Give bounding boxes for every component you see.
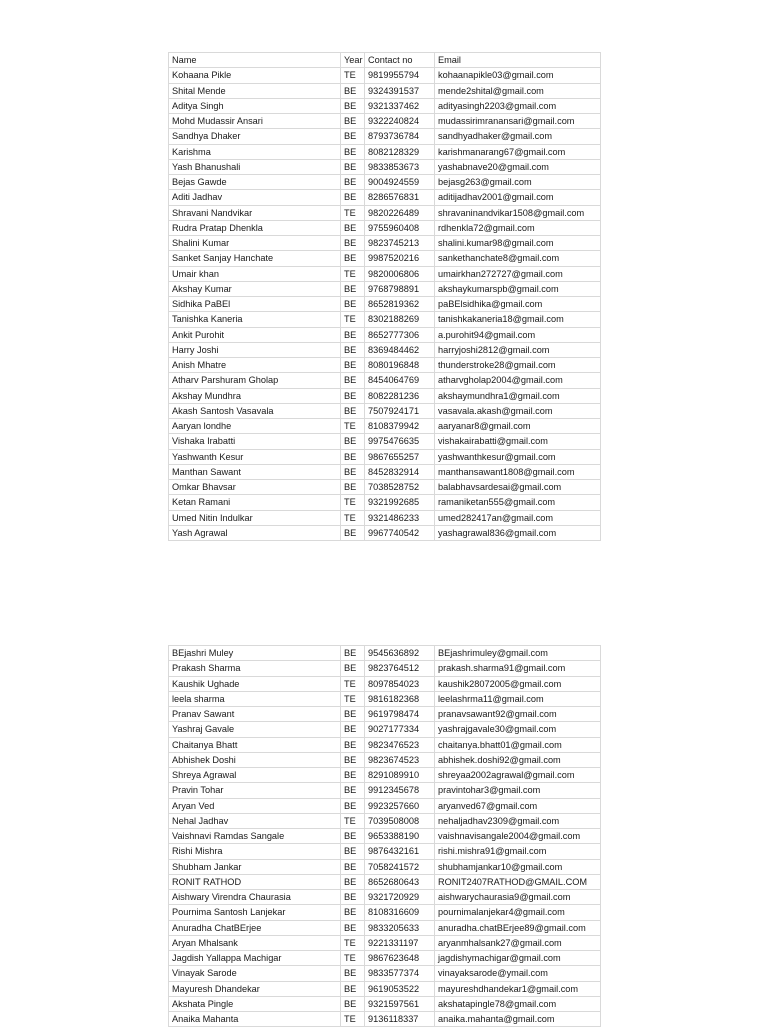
year-cell: BE — [341, 83, 365, 98]
email-cell: aditijadhav2001@gmail.com — [435, 190, 601, 205]
email-cell: yashwanthkesur@gmail.com — [435, 449, 601, 464]
table-row — [169, 935, 601, 950]
year-cell: TE — [341, 266, 365, 281]
email-cell: kohaanapikle03@gmail.com — [435, 68, 601, 83]
email-cell: pravintohar3@gmail.com — [435, 783, 601, 798]
email-cell: sankethanchate8@gmail.com — [435, 251, 601, 266]
contact-cell: 8452832914 — [365, 464, 435, 479]
year-cell: TE — [341, 1012, 365, 1027]
email-cell: prakash.sharma91@gmail.com — [435, 661, 601, 676]
contact-cell: 8369484462 — [365, 342, 435, 357]
year-cell: BE — [341, 251, 365, 266]
contact-cell: 9321720929 — [365, 890, 435, 905]
student-contact-table-1 — [168, 52, 601, 541]
table-row — [169, 905, 601, 920]
contact-cell: 9823476523 — [365, 737, 435, 752]
email-cell: adityasingh2203@gmail.com — [435, 98, 601, 113]
contact-cell: 9221331197 — [365, 935, 435, 950]
contact-cell: 9027177334 — [365, 722, 435, 737]
contact-cell: 9136118337 — [365, 1012, 435, 1027]
name-cell: leela sharma — [169, 691, 341, 706]
year-cell: BE — [341, 981, 365, 996]
name-cell: Nehal Jadhav — [169, 813, 341, 828]
name-cell: Ketan Ramani — [169, 495, 341, 510]
email-cell: shubhamjankar10@gmail.com — [435, 859, 601, 874]
table-row — [169, 373, 601, 388]
year-cell: TE — [341, 951, 365, 966]
name-cell: Tanishka Kaneria — [169, 312, 341, 327]
name-cell: Bejas Gawde — [169, 175, 341, 190]
contact-cell: 9820226489 — [365, 205, 435, 220]
contact-cell: 9322240824 — [365, 114, 435, 129]
table-row — [169, 342, 601, 357]
year-cell: TE — [341, 813, 365, 828]
table-1-body — [169, 53, 601, 541]
year-cell: BE — [341, 996, 365, 1011]
table-2-body — [169, 646, 601, 1027]
contact-cell: 9923257660 — [365, 798, 435, 813]
table-row — [169, 312, 601, 327]
header-contact-cell: Contact no — [365, 53, 435, 68]
year-cell: BE — [341, 220, 365, 235]
year-cell: TE — [341, 419, 365, 434]
contact-cell: 9619798474 — [365, 707, 435, 722]
table-row — [169, 691, 601, 706]
table-row — [169, 981, 601, 996]
contact-cell: 8652680643 — [365, 874, 435, 889]
table-row — [169, 495, 601, 510]
contact-cell: 9912345678 — [365, 783, 435, 798]
table-row — [169, 798, 601, 813]
contact-cell: 8793736784 — [365, 129, 435, 144]
email-cell: mayureshdhandekar1@gmail.com — [435, 981, 601, 996]
name-cell: Ankit Purohit — [169, 327, 341, 342]
table-row — [169, 236, 601, 251]
email-cell: vishakairabatti@gmail.com — [435, 434, 601, 449]
contact-cell: 9755960408 — [365, 220, 435, 235]
name-cell: Kohaana Pikle — [169, 68, 341, 83]
year-cell: BE — [341, 98, 365, 113]
name-cell: Aryan Mhalsank — [169, 935, 341, 950]
contact-cell: 7038528752 — [365, 480, 435, 495]
name-cell: Vaishnavi Ramdas Sangale — [169, 829, 341, 844]
name-cell: Prakash Sharma — [169, 661, 341, 676]
table-row — [169, 205, 601, 220]
name-cell: Anish Mhatre — [169, 358, 341, 373]
email-cell: anuradha.chatBErjee89@gmail.com — [435, 920, 601, 935]
table-row — [169, 114, 601, 129]
table-row — [169, 996, 601, 1011]
contact-cell: 9975476635 — [365, 434, 435, 449]
name-cell: Shalini Kumar — [169, 236, 341, 251]
contact-cell: 9820006806 — [365, 266, 435, 281]
year-cell: BE — [341, 844, 365, 859]
name-cell: Akshata Pingle — [169, 996, 341, 1011]
contact-cell: 7507924171 — [365, 403, 435, 418]
name-cell: Umair khan — [169, 266, 341, 281]
table-row — [169, 510, 601, 525]
header-year-cell: Year — [341, 53, 365, 68]
email-cell: jagdishymachigar@gmail.com — [435, 951, 601, 966]
year-cell: BE — [341, 327, 365, 342]
email-cell: abhishek.doshi92@gmail.com — [435, 752, 601, 767]
table-row — [169, 388, 601, 403]
email-cell: yashrajgavale30@gmail.com — [435, 722, 601, 737]
table-row — [169, 737, 601, 752]
contact-cell: 7058241572 — [365, 859, 435, 874]
table-row — [169, 190, 601, 205]
contact-cell: 8286576831 — [365, 190, 435, 205]
year-cell: BE — [341, 525, 365, 540]
year-cell: BE — [341, 342, 365, 357]
contact-cell: 8454064769 — [365, 373, 435, 388]
contact-cell: 9321597561 — [365, 996, 435, 1011]
contact-cell: 8302188269 — [365, 312, 435, 327]
contact-cell: 9321337462 — [365, 98, 435, 113]
year-cell: BE — [341, 798, 365, 813]
year-cell: BE — [341, 281, 365, 296]
name-cell: Akshay Mundhra — [169, 388, 341, 403]
table-row — [169, 144, 601, 159]
year-cell: TE — [341, 495, 365, 510]
email-cell: vaishnavisangale2004@gmail.com — [435, 829, 601, 844]
contact-cell: 9823674523 — [365, 752, 435, 767]
year-cell: TE — [341, 691, 365, 706]
contact-cell: 7039508008 — [365, 813, 435, 828]
year-cell: BE — [341, 114, 365, 129]
table-row — [169, 676, 601, 691]
email-cell: akshatapingle78@gmail.com — [435, 996, 601, 1011]
contact-cell: 9819955794 — [365, 68, 435, 83]
contact-cell: 9619053522 — [365, 981, 435, 996]
email-cell: akshaymundhra1@gmail.com — [435, 388, 601, 403]
year-cell: BE — [341, 236, 365, 251]
table-row — [169, 281, 601, 296]
contact-cell: 9653388190 — [365, 829, 435, 844]
table-row — [169, 403, 601, 418]
email-cell: shravaninandvikar1508@gmail.com — [435, 205, 601, 220]
contact-cell: 8108379942 — [365, 419, 435, 434]
student-contact-table-2 — [168, 645, 601, 1027]
contact-cell: 9876432161 — [365, 844, 435, 859]
year-cell: BE — [341, 707, 365, 722]
table-row — [169, 829, 601, 844]
year-cell: BE — [341, 920, 365, 935]
email-cell: anaika.mahanta@gmail.com — [435, 1012, 601, 1027]
table-row — [169, 358, 601, 373]
contact-cell: 8652819362 — [365, 297, 435, 312]
table-row — [169, 434, 601, 449]
email-cell: BEjashrimuley@gmail.com — [435, 646, 601, 661]
table-row — [169, 752, 601, 767]
table-row — [169, 813, 601, 828]
name-cell: Shreya Agrawal — [169, 768, 341, 783]
table-row — [169, 874, 601, 889]
email-cell: vasavala.akash@gmail.com — [435, 403, 601, 418]
table-row — [169, 220, 601, 235]
name-cell: Aaryan londhe — [169, 419, 341, 434]
table-row — [169, 266, 601, 281]
name-cell: Aryan Ved — [169, 798, 341, 813]
name-cell: Chaitanya Bhatt — [169, 737, 341, 752]
table-row — [169, 646, 601, 661]
email-cell: chaitanya.bhatt01@gmail.com — [435, 737, 601, 752]
contact-cell: 9833853673 — [365, 159, 435, 174]
year-cell: BE — [341, 358, 365, 373]
table-row — [169, 327, 601, 342]
year-cell: TE — [341, 935, 365, 950]
name-cell: Atharv Parshuram Gholap — [169, 373, 341, 388]
year-cell: BE — [341, 752, 365, 767]
year-cell: BE — [341, 403, 365, 418]
year-cell: BE — [341, 434, 365, 449]
name-cell: Omkar Bhavsar — [169, 480, 341, 495]
email-cell: umed282417an@gmail.com — [435, 510, 601, 525]
contact-cell: 8082128329 — [365, 144, 435, 159]
year-cell: BE — [341, 966, 365, 981]
email-cell: RONIT2407RATHOD@GMAIL.COM — [435, 874, 601, 889]
year-cell: BE — [341, 722, 365, 737]
table-row — [169, 83, 601, 98]
table-row — [169, 419, 601, 434]
table-row — [169, 480, 601, 495]
table-row — [169, 159, 601, 174]
name-cell: Yash Agrawal — [169, 525, 341, 540]
year-cell: TE — [341, 676, 365, 691]
table-row — [169, 966, 601, 981]
table-row — [169, 297, 601, 312]
email-cell: rdhenkla72@gmail.com — [435, 220, 601, 235]
table-row — [169, 525, 601, 540]
name-cell: Anuradha ChatBErjee — [169, 920, 341, 935]
name-cell: Harry Joshi — [169, 342, 341, 357]
name-cell: Pranav Sawant — [169, 707, 341, 722]
year-cell: TE — [341, 312, 365, 327]
name-cell: Shubham Jankar — [169, 859, 341, 874]
contact-cell: 9823745213 — [365, 236, 435, 251]
contact-cell: 9867655257 — [365, 449, 435, 464]
email-cell: aryanved67@gmail.com — [435, 798, 601, 813]
email-cell: yashagrawal836@gmail.com — [435, 525, 601, 540]
contact-cell: 8097854023 — [365, 676, 435, 691]
year-cell: BE — [341, 905, 365, 920]
year-cell: BE — [341, 480, 365, 495]
table-row — [169, 859, 601, 874]
email-cell: umairkhan272727@gmail.com — [435, 266, 601, 281]
contact-cell: 8080196848 — [365, 358, 435, 373]
email-cell: rishi.mishra91@gmail.com — [435, 844, 601, 859]
email-cell: leelashrma11@gmail.com — [435, 691, 601, 706]
contact-cell: 9816182368 — [365, 691, 435, 706]
name-cell: Aditi Jadhav — [169, 190, 341, 205]
contact-cell: 8082281236 — [365, 388, 435, 403]
table-row — [169, 920, 601, 935]
name-cell: Pravin Tohar — [169, 783, 341, 798]
name-cell: Sanket Sanjay Hanchate — [169, 251, 341, 266]
table-row — [169, 129, 601, 144]
year-cell: BE — [341, 175, 365, 190]
name-cell: Mayuresh Dhandekar — [169, 981, 341, 996]
table-row — [169, 464, 601, 479]
name-cell: Karishma — [169, 144, 341, 159]
name-cell: Yashraj Gavale — [169, 722, 341, 737]
email-cell: kaushik28072005@gmail.com — [435, 676, 601, 691]
contact-cell: 9321992685 — [365, 495, 435, 510]
table-row — [169, 890, 601, 905]
name-cell: Mohd Mudassir Ansari — [169, 114, 341, 129]
contact-cell: 9867623648 — [365, 951, 435, 966]
table-row — [169, 449, 601, 464]
name-cell: Jagdish Yallappa Machigar — [169, 951, 341, 966]
email-cell: tanishkakaneria18@gmail.com — [435, 312, 601, 327]
contact-cell: 9823764512 — [365, 661, 435, 676]
table-row — [169, 98, 601, 113]
name-cell: Yashwanth Kesur — [169, 449, 341, 464]
year-cell: BE — [341, 737, 365, 752]
email-cell: atharvgholap2004@gmail.com — [435, 373, 601, 388]
email-cell: nehaljadhav2309@gmail.com — [435, 813, 601, 828]
name-cell: RONIT RATHOD — [169, 874, 341, 889]
contact-cell: 9321486233 — [365, 510, 435, 525]
email-cell: aishwarychaurasia9@gmail.com — [435, 890, 601, 905]
email-cell: pournimalanjekar4@gmail.com — [435, 905, 601, 920]
year-cell: BE — [341, 449, 365, 464]
email-cell: shalini.kumar98@gmail.com — [435, 236, 601, 251]
name-cell: Anaika Mahanta — [169, 1012, 341, 1027]
year-cell: BE — [341, 190, 365, 205]
name-cell: Pournima Santosh Lanjekar — [169, 905, 341, 920]
year-cell: BE — [341, 159, 365, 174]
email-cell: akshaykumarspb@gmail.com — [435, 281, 601, 296]
contact-cell: 8291089910 — [365, 768, 435, 783]
email-cell: aryanmhalsank27@gmail.com — [435, 935, 601, 950]
email-cell: harryjoshi2812@gmail.com — [435, 342, 601, 357]
table-row — [169, 722, 601, 737]
table-row — [169, 251, 601, 266]
email-cell: manthansawant1808@gmail.com — [435, 464, 601, 479]
contact-cell: 9833577374 — [365, 966, 435, 981]
year-cell: BE — [341, 783, 365, 798]
name-cell: Sidhika PaBEl — [169, 297, 341, 312]
name-cell: Akshay Kumar — [169, 281, 341, 296]
name-cell: Kaushik Ughade — [169, 676, 341, 691]
name-cell: Manthan Sawant — [169, 464, 341, 479]
year-cell: BE — [341, 859, 365, 874]
email-cell: thunderstroke28@gmail.com — [435, 358, 601, 373]
year-cell: BE — [341, 297, 365, 312]
name-cell: Abhishek Doshi — [169, 752, 341, 767]
email-cell: vinayaksarode@ymail.com — [435, 966, 601, 981]
name-cell: Aditya Singh — [169, 98, 341, 113]
name-cell: Shital Mende — [169, 83, 341, 98]
email-cell: ramaniketan555@gmail.com — [435, 495, 601, 510]
contact-cell: 9833205633 — [365, 920, 435, 935]
contact-cell: 9768798891 — [365, 281, 435, 296]
year-cell: BE — [341, 890, 365, 905]
year-cell: TE — [341, 205, 365, 220]
year-cell: BE — [341, 661, 365, 676]
year-cell: BE — [341, 388, 365, 403]
contact-cell: 9987520216 — [365, 251, 435, 266]
email-cell: bejasg263@gmail.com — [435, 175, 601, 190]
table-row — [169, 783, 601, 798]
contact-cell: 9967740542 — [365, 525, 435, 540]
email-cell: mudassirimranansari@gmail.com — [435, 114, 601, 129]
header-email-cell: Email — [435, 53, 601, 68]
contact-cell: 9004924559 — [365, 175, 435, 190]
email-cell: a.purohit94@gmail.com — [435, 327, 601, 342]
email-cell: yashabnave20@gmail.com — [435, 159, 601, 174]
table-row — [169, 175, 601, 190]
table-row — [169, 68, 601, 83]
email-cell: paBElsidhika@gmail.com — [435, 297, 601, 312]
email-cell: aaryanar8@gmail.com — [435, 419, 601, 434]
name-cell: Rudra Pratap Dhenkla — [169, 220, 341, 235]
email-cell: balabhavsardesai@gmail.com — [435, 480, 601, 495]
email-cell: sandhyadhaker@gmail.com — [435, 129, 601, 144]
year-cell: BE — [341, 129, 365, 144]
contact-cell: 8108316609 — [365, 905, 435, 920]
name-cell: Vishaka Irabatti — [169, 434, 341, 449]
year-cell: TE — [341, 510, 365, 525]
email-cell: mende2shital@gmail.com — [435, 83, 601, 98]
email-cell: karishmanarang67@gmail.com — [435, 144, 601, 159]
name-cell: Vinayak Sarode — [169, 966, 341, 981]
name-cell: Aishwary Virendra Chaurasia — [169, 890, 341, 905]
year-cell: BE — [341, 144, 365, 159]
year-cell: BE — [341, 373, 365, 388]
name-cell: Sandhya Dhaker — [169, 129, 341, 144]
year-cell: BE — [341, 464, 365, 479]
name-cell: BEjashri Muley — [169, 646, 341, 661]
name-cell: Akash Santosh Vasavala — [169, 403, 341, 418]
contact-cell: 9545636892 — [365, 646, 435, 661]
name-cell: Yash Bhanushali — [169, 159, 341, 174]
year-cell: BE — [341, 829, 365, 844]
table-row — [169, 951, 601, 966]
header-name-cell: Name — [169, 53, 341, 68]
contact-cell: 8652777306 — [365, 327, 435, 342]
year-cell: BE — [341, 768, 365, 783]
name-cell: Rishi Mishra — [169, 844, 341, 859]
year-cell: BE — [341, 646, 365, 661]
year-cell: BE — [341, 874, 365, 889]
table-row — [169, 1012, 601, 1027]
table-row — [169, 661, 601, 676]
table-row — [169, 768, 601, 783]
table-row — [169, 844, 601, 859]
name-cell: Umed Nitin Indulkar — [169, 510, 341, 525]
email-cell: pranavsawant92@gmail.com — [435, 707, 601, 722]
table-row — [169, 707, 601, 722]
email-cell: shreyaa2002agrawal@gmail.com — [435, 768, 601, 783]
year-cell: TE — [341, 68, 365, 83]
contact-cell: 9324391537 — [365, 83, 435, 98]
name-cell: Shravani Nandvikar — [169, 205, 341, 220]
header-row — [169, 53, 601, 68]
